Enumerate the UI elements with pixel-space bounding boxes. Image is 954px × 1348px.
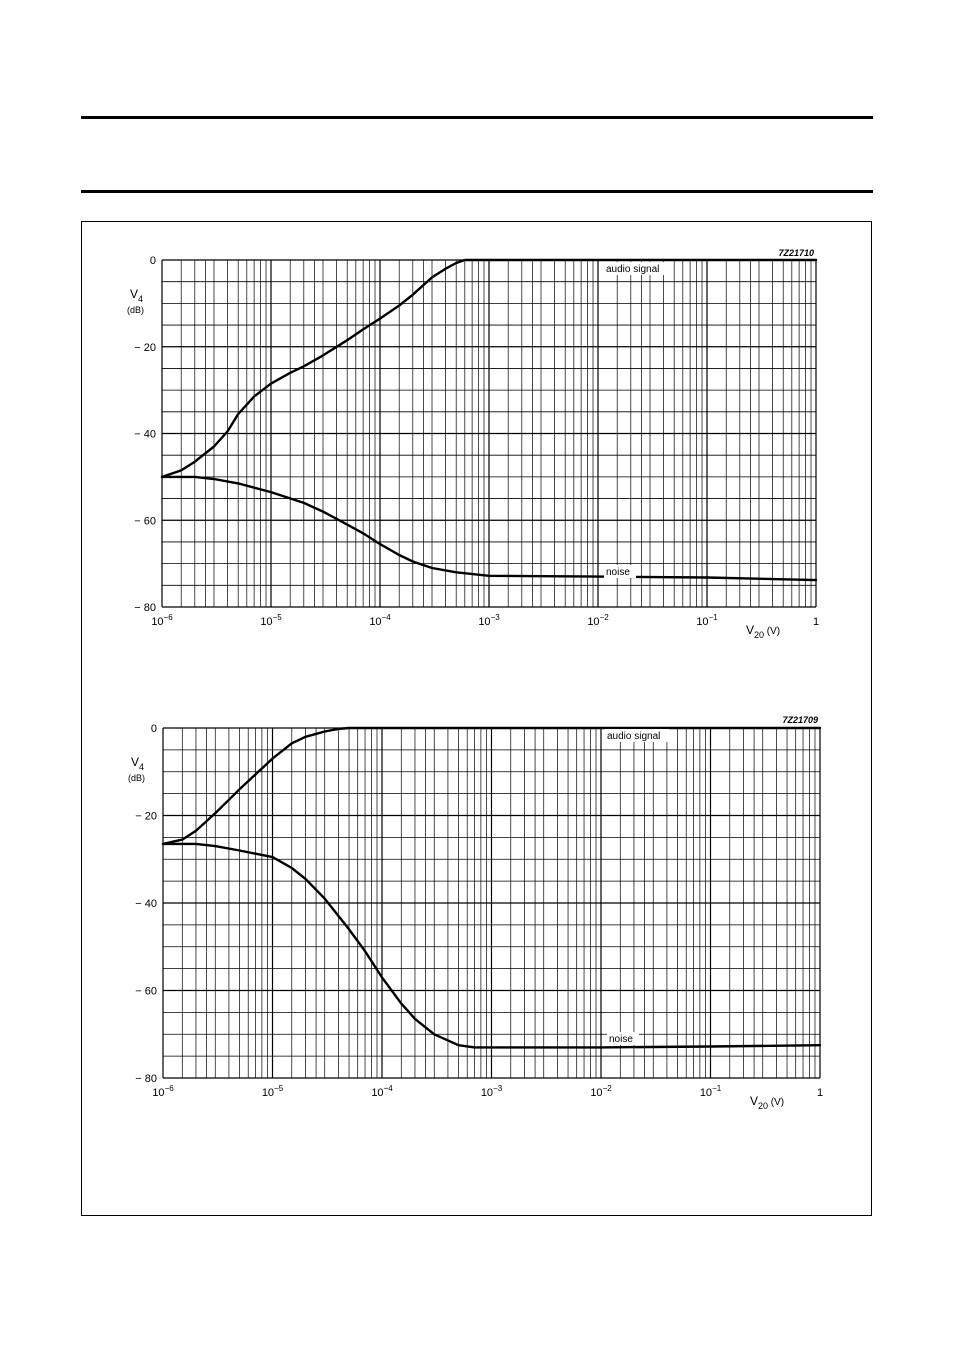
x-tick-label: $10^{-2}$: [590, 1084, 612, 1099]
x-tick-label: $10^{-6}$: [151, 613, 173, 628]
y-axis-unit: (dB): [128, 773, 146, 783]
chart-code: 7Z21710: [778, 248, 814, 258]
y-tick-label: 0: [150, 723, 157, 735]
y-axis-label: $V_4$: [131, 755, 145, 772]
y-tick-label: − 20: [134, 341, 156, 354]
x-tick-label: $10^{-3}$: [478, 613, 500, 628]
y-tick-label: − 60: [134, 515, 156, 528]
grid: [163, 728, 820, 1078]
y-tick-label: − 80: [135, 1073, 157, 1085]
x-tick-label: $10^{-1}$: [699, 1084, 722, 1099]
x-tick-label: $10^{-2}$: [587, 613, 609, 628]
x-tick-label: $10^{-6}$: [152, 1084, 174, 1099]
y-tick-label: 0: [149, 255, 156, 267]
x-axis-label: $V_{20}$ $^{(V)}$: [750, 1094, 785, 1111]
x-tick-label: $10^{-4}$: [369, 613, 391, 628]
y-tick-label: − 80: [134, 602, 156, 614]
y-tick-label: − 60: [135, 985, 157, 998]
series-label-noise: noise: [606, 567, 630, 578]
y-tick-label: − 40: [134, 428, 156, 441]
x-tick-label: $10^{-5}$: [261, 1084, 284, 1099]
y-axis-unit: (dB): [127, 305, 145, 315]
chart-code: 7Z21709: [782, 715, 818, 725]
y-tick-label: − 40: [135, 898, 157, 910]
x-tick-label: 1: [812, 616, 820, 628]
series-label-audio-signal: audio signal: [607, 731, 661, 742]
y-tick-label: − 20: [135, 810, 157, 823]
x-tick-label: $10^{-4}$: [371, 1084, 393, 1099]
x-tick-label: $10^{-3}$: [480, 1084, 503, 1099]
x-tick-label: $10^{-5}$: [260, 613, 282, 628]
x-tick-label: $10^{-1}$: [696, 613, 718, 628]
x-axis-label: $V_{20}$ $^{(V)}$: [746, 623, 781, 640]
series-label-noise: noise: [609, 1034, 633, 1045]
y-axis-label: $V_4$: [130, 287, 144, 304]
x-tick-label: 1: [816, 1087, 824, 1099]
series-label-audio-signal: audio signal: [606, 264, 660, 275]
